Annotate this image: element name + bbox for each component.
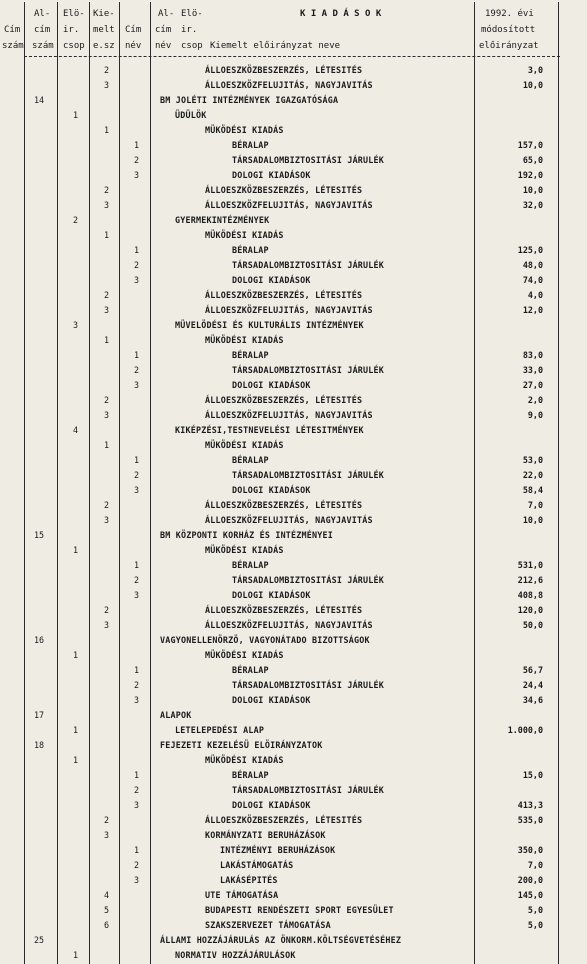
amount: 10,0	[522, 185, 543, 195]
appropriation-name: BM JOLÉTI INTÉZMÉNYEK IGAZGATÓSÁGA	[160, 95, 339, 105]
table-row	[0, 498, 587, 513]
appropriation-name: TÁRSADALOMBIZTOSITÁSI JÁRULÉK	[232, 365, 385, 375]
hdr-al: Al-	[34, 9, 51, 19]
eloiranyzat-csop: 2	[104, 290, 110, 300]
kiemelt-szam: 2	[134, 260, 140, 270]
hdr-eloiranyzat: előirányzat	[479, 41, 539, 51]
hdr-nev2: név	[155, 41, 172, 51]
eloiranyzat-csop: 3	[104, 80, 110, 90]
appropriation-name: LAKÁSÉPITÉS	[220, 875, 278, 885]
table-row	[0, 573, 587, 588]
amount: 12,0	[522, 305, 543, 315]
table-row	[0, 948, 587, 963]
amount: 22,0	[522, 470, 543, 480]
table-row	[0, 903, 587, 918]
table-row	[0, 783, 587, 798]
table-row	[0, 888, 587, 903]
appropriation-name: SZAKSZERVEZET TÁMOGATÁSA	[205, 920, 331, 930]
kiemelt-szam: 1	[134, 770, 140, 780]
hdr-ir: ir.	[63, 25, 80, 35]
kiemelt-szam: 3	[134, 170, 140, 180]
alcim-number: 4	[73, 425, 79, 435]
amount: 33,0	[522, 365, 543, 375]
kiemelt-szam: 3	[134, 800, 140, 810]
amount: 3,0	[527, 65, 543, 75]
amount: 1.000,0	[507, 725, 543, 735]
hdr-elo: Elö-	[63, 9, 85, 19]
table-row	[0, 243, 587, 258]
kiemelt-szam: 1	[134, 140, 140, 150]
table-row	[0, 933, 587, 948]
hdr-year: 1992. évi	[485, 9, 534, 19]
table-row	[0, 693, 587, 708]
amount: 5,0	[527, 905, 543, 915]
kiemelt-szam: 2	[134, 785, 140, 795]
appropriation-name: DOLOGI KIADÁSOK	[232, 380, 311, 390]
appropriation-name: BÉRALAP	[232, 140, 269, 150]
hdr-kie: Kie-	[93, 9, 115, 19]
table-row	[0, 198, 587, 213]
eloiranyzat-csop: 4	[104, 890, 110, 900]
table-row	[0, 543, 587, 558]
kiemelt-szam: 1	[134, 845, 140, 855]
table-row	[0, 723, 587, 738]
amount: 48,0	[522, 260, 543, 270]
table-row	[0, 303, 587, 318]
eloiranyzat-csop: 2	[104, 185, 110, 195]
eloiranyzat-csop: 1	[104, 230, 110, 240]
amount: 7,0	[527, 500, 543, 510]
amount: 50,0	[522, 620, 543, 630]
kiemelt-szam: 1	[134, 560, 140, 570]
appropriation-name: FEJEZETI KEZELÉSÜ ELÖIRÁNYZATOK	[160, 740, 323, 750]
eloiranyzat-csop: 3	[104, 515, 110, 525]
eloiranyzat-csop: 5	[104, 905, 110, 915]
kiemelt-szam: 3	[134, 695, 140, 705]
appropriation-name: ÜDÜLÖK	[175, 110, 207, 120]
table-row	[0, 453, 587, 468]
hdr-esz: e.sz	[93, 41, 115, 51]
kiemelt-szam: 3	[134, 485, 140, 495]
appropriation-name: DOLOGI KIADÁSOK	[232, 275, 311, 285]
cim-number: 16	[34, 635, 45, 645]
eloiranyzat-csop: 3	[104, 830, 110, 840]
amount: 4,0	[527, 290, 543, 300]
appropriation-name: ÁLLOESZKÖZBESZERZÉS, LÉTESITÉS	[205, 185, 363, 195]
kiemelt-szam: 3	[134, 590, 140, 600]
table-row	[0, 153, 587, 168]
appropriation-name: BÉRALAP	[232, 770, 269, 780]
header-separator	[24, 56, 560, 57]
table-row	[0, 438, 587, 453]
kiemelt-szam: 2	[134, 860, 140, 870]
amount: 53,0	[522, 455, 543, 465]
appropriation-name: ÁLLOESZKÖZBESZERZÉS, LÉTESITÉS	[205, 290, 363, 300]
kiemelt-szam: 3	[134, 380, 140, 390]
appropriation-name: ÁLLOESZKÖZBESZERZÉS, LÉTESITÉS	[205, 815, 363, 825]
table-row	[0, 828, 587, 843]
amount: 531,0	[517, 560, 543, 570]
kiemelt-szam: 1	[134, 455, 140, 465]
table-row	[0, 843, 587, 858]
table-row	[0, 738, 587, 753]
alcim-number: 1	[73, 650, 79, 660]
hdr-modositott: módosított	[481, 25, 536, 35]
amount: 145,0	[517, 890, 543, 900]
table-row	[0, 768, 587, 783]
kiemelt-szam: 1	[134, 350, 140, 360]
amount: 350,0	[517, 845, 543, 855]
eloiranyzat-csop: 2	[104, 500, 110, 510]
table-row	[0, 378, 587, 393]
alcim-number: 3	[73, 320, 79, 330]
appropriation-name: TÁRSADALOMBIZTOSITÁSI JÁRULÉK	[232, 680, 385, 690]
table-row	[0, 873, 587, 888]
appropriation-name: BÉRALAP	[232, 245, 269, 255]
table-row	[0, 318, 587, 333]
hdr-al2: Al-	[158, 9, 175, 19]
hdr-ir2: ir.	[181, 25, 198, 35]
appropriation-name: ALAPOK	[160, 710, 192, 720]
hdr-cim2: Cím	[125, 25, 142, 35]
table-row	[0, 558, 587, 573]
appropriation-name: LETELEPEDÉSI ALAP	[175, 725, 265, 735]
table-row	[0, 423, 587, 438]
appropriation-name: MÜKÖDÉSI KIADÁS	[205, 545, 284, 555]
eloiranyzat-csop: 3	[104, 620, 110, 630]
table-row	[0, 618, 587, 633]
eloiranyzat-csop: 2	[104, 815, 110, 825]
table-row	[0, 348, 587, 363]
hdr-alcim2: cím	[155, 25, 172, 35]
appropriation-name: MÜKÖDÉSI KIADÁS	[205, 230, 284, 240]
appropriation-name: ÁLLOESZKÖZFELUJITÁS, NAGYJAVITÁS	[205, 515, 373, 525]
table-row	[0, 168, 587, 183]
appropriation-name: DOLOGI KIADÁSOK	[232, 170, 311, 180]
appropriation-name: ÁLLOESZKÖZBESZERZÉS, LÉTESITÉS	[205, 605, 363, 615]
eloiranyzat-csop: 1	[104, 440, 110, 450]
amount: 200,0	[517, 875, 543, 885]
appropriation-name: LAKÁSTÁMOGATÁS	[220, 860, 294, 870]
alcim-number: 1	[73, 110, 79, 120]
table-row	[0, 228, 587, 243]
kiemelt-szam: 2	[134, 680, 140, 690]
table-row	[0, 678, 587, 693]
table-row	[0, 663, 587, 678]
amount: 120,0	[517, 605, 543, 615]
amount: 58,4	[522, 485, 543, 495]
amount: 7,0	[527, 860, 543, 870]
eloiranyzat-csop: 3	[104, 410, 110, 420]
appropriation-name: ÁLLOESZKÖZFELUJITÁS, NAGYJAVITÁS	[205, 410, 373, 420]
table-row	[0, 468, 587, 483]
appropriation-name: TÁRSADALOMBIZTOSITÁSI JÁRULÉK	[232, 575, 385, 585]
table-row	[0, 78, 587, 93]
appropriation-name: DOLOGI KIADÁSOK	[232, 590, 311, 600]
hdr-csop: csop	[63, 41, 85, 51]
table-row	[0, 393, 587, 408]
eloiranyzat-csop: 2	[104, 605, 110, 615]
appropriation-name: MÜKÖDÉSI KIADÁS	[205, 335, 284, 345]
amount: 10,0	[522, 515, 543, 525]
table-row	[0, 93, 587, 108]
hdr-kiemelt: Kiemelt előirányzat neve	[210, 41, 341, 51]
amount: 24,4	[522, 680, 543, 690]
eloiranyzat-csop: 1	[104, 335, 110, 345]
table-row	[0, 288, 587, 303]
appropriation-name: BM KÖZPONTI KORHÁZ ÉS INTÉZMÉNYEI	[160, 530, 333, 540]
appropriation-name: TÁRSADALOMBIZTOSITÁSI JÁRULÉK	[232, 260, 385, 270]
amount: 157,0	[517, 140, 543, 150]
cim-number: 25	[34, 935, 45, 945]
appropriation-name: DOLOGI KIADÁSOK	[232, 485, 311, 495]
page-title: K I A D Á S O K	[300, 9, 382, 19]
appropriation-name: MÜKÖDÉSI KIADÁS	[205, 755, 284, 765]
hdr-szam2: szám	[32, 41, 54, 51]
amount: 27,0	[522, 380, 543, 390]
appropriation-name: INTÉZMÉNYI BERUHÁZÁSOK	[220, 845, 336, 855]
appropriation-name: MÜVELÖDÉSI ÉS KULTURÁLIS INTÉZMÉNYEK	[175, 320, 364, 330]
cim-number: 17	[34, 710, 45, 720]
appropriation-name: ÁLLOESZKÖZBESZERZÉS, LÉTESITÉS	[205, 500, 363, 510]
cim-number: 18	[34, 740, 45, 750]
amount: 535,0	[517, 815, 543, 825]
kiemelt-szam: 2	[134, 575, 140, 585]
table-row	[0, 528, 587, 543]
amount: 34,6	[522, 695, 543, 705]
appropriation-name: ÁLLAMI HOZZÁJÁRULÁS AZ ÖNKORM.KÖLTSÉGVETÉSÉHEZ	[160, 935, 402, 945]
table-row	[0, 798, 587, 813]
table-row	[0, 588, 587, 603]
amount: 212,6	[517, 575, 543, 585]
alcim-number: 1	[73, 950, 79, 960]
appropriation-name: ÁLLOESZKÖZFELUJITÁS, NAGYJAVITÁS	[205, 200, 373, 210]
amount: 5,0	[527, 920, 543, 930]
appropriation-name: MÜKÖDÉSI KIADÁS	[205, 125, 284, 135]
cim-number: 15	[34, 530, 45, 540]
appropriation-name: ÁLLOESZKÖZFELUJITÁS, NAGYJAVITÁS	[205, 620, 373, 630]
table-row	[0, 138, 587, 153]
eloiranyzat-csop: 2	[104, 65, 110, 75]
alcim-number: 1	[73, 725, 79, 735]
amount: 65,0	[522, 155, 543, 165]
kiemelt-szam: 3	[134, 275, 140, 285]
appropriation-name: KORMÁNYZATI BERUHÁZÁSOK	[205, 830, 326, 840]
table-row	[0, 648, 587, 663]
appropriation-name: TÁRSADALOMBIZTOSITÁSI JÁRULÉK	[232, 155, 385, 165]
amount: 10,0	[522, 80, 543, 90]
appropriation-name: BÉRALAP	[232, 455, 269, 465]
alcim-number: 1	[73, 545, 79, 555]
appropriation-name: MÜKÖDÉSI KIADÁS	[205, 440, 284, 450]
table-row	[0, 753, 587, 768]
appropriation-name: BÉRALAP	[232, 560, 269, 570]
hdr-szam: szám	[2, 41, 24, 51]
appropriation-name: MÜKÖDÉSI KIADÁS	[205, 650, 284, 660]
kiemelt-szam: 2	[134, 470, 140, 480]
appropriation-name: VAGYONELLENÖRZÖ, VAGYONÁTADO BIZOTTSÁGOK	[160, 635, 370, 645]
appropriation-name: GYERMEKINTÉZMÉNYEK	[175, 215, 270, 225]
table-row	[0, 813, 587, 828]
hdr-elo2: Elö-	[181, 9, 203, 19]
appropriation-name: ÁLLOESZKÖZFELUJITÁS, NAGYJAVITÁS	[205, 80, 373, 90]
hdr-csop2: csop	[181, 41, 203, 51]
amount: 74,0	[522, 275, 543, 285]
table-row	[0, 858, 587, 873]
table-row	[0, 63, 587, 78]
amount: 413,3	[517, 800, 543, 810]
eloiranyzat-csop: 1	[104, 125, 110, 135]
table-row	[0, 408, 587, 423]
amount: 56,7	[522, 665, 543, 675]
kiemelt-szam: 2	[134, 155, 140, 165]
eloiranyzat-csop: 3	[104, 305, 110, 315]
appropriation-name: NORMATIV HOZZÁJÁRULÁSOK	[175, 950, 296, 960]
appropriation-name: TÁRSADALOMBIZTOSITÁSI JÁRULÉK	[232, 470, 385, 480]
kiemelt-szam: 3	[134, 875, 140, 885]
appropriation-name: DOLOGI KIADÁSOK	[232, 695, 311, 705]
amount: 192,0	[517, 170, 543, 180]
table-row	[0, 603, 587, 618]
kiemelt-szam: 1	[134, 245, 140, 255]
amount: 2,0	[527, 395, 543, 405]
appropriation-name: ÁLLOESZKÖZFELUJITÁS, NAGYJAVITÁS	[205, 305, 373, 315]
hdr-melt: melt	[93, 25, 115, 35]
appropriation-name: TÁRSADALOMBIZTOSITÁSI JÁRULÉK	[232, 785, 385, 795]
eloiranyzat-csop: 3	[104, 200, 110, 210]
table-row	[0, 708, 587, 723]
appropriation-name: ÁLLOESZKÖZBESZERZÉS, LÉTESITÉS	[205, 395, 363, 405]
table-row	[0, 273, 587, 288]
appropriation-name: ÁLLOESZKÖZBESZERZÉS, LÉTESITÉS	[205, 65, 363, 75]
amount: 32,0	[522, 200, 543, 210]
alcim-number: 1	[73, 755, 79, 765]
kiemelt-szam: 1	[134, 665, 140, 675]
amount: 125,0	[517, 245, 543, 255]
appropriation-name: UTE TÁMOGATÁSA	[205, 890, 279, 900]
hdr-nev: név	[125, 41, 142, 51]
table-row	[0, 258, 587, 273]
eloiranyzat-csop: 6	[104, 920, 110, 930]
table-row	[0, 213, 587, 228]
table-row	[0, 363, 587, 378]
amount: 15,0	[522, 770, 543, 780]
table-row	[0, 633, 587, 648]
hdr-cim: Cím	[4, 25, 21, 35]
appropriation-name: BUDAPESTI RENDÉSZETI SPORT EGYESÜLET	[205, 905, 394, 915]
amount: 408,8	[517, 590, 543, 600]
table-row	[0, 183, 587, 198]
appropriation-name: KIKÉPZÉSI,TESTNEVELÉSI LÉTESITMÉNYEK	[175, 425, 364, 435]
table-row	[0, 483, 587, 498]
appropriation-name: BÉRALAP	[232, 350, 269, 360]
eloiranyzat-csop: 2	[104, 395, 110, 405]
cim-number: 14	[34, 95, 45, 105]
appropriation-name: BÉRALAP	[232, 665, 269, 675]
table-row	[0, 123, 587, 138]
amount: 9,0	[527, 410, 543, 420]
hdr-alcim: cím	[34, 25, 51, 35]
table-row	[0, 513, 587, 528]
appropriation-name: DOLOGI KIADÁSOK	[232, 800, 311, 810]
alcim-number: 2	[73, 215, 79, 225]
table-row	[0, 918, 587, 933]
kiemelt-szam: 2	[134, 365, 140, 375]
table-row	[0, 333, 587, 348]
amount: 83,0	[522, 350, 543, 360]
table-row	[0, 108, 587, 123]
